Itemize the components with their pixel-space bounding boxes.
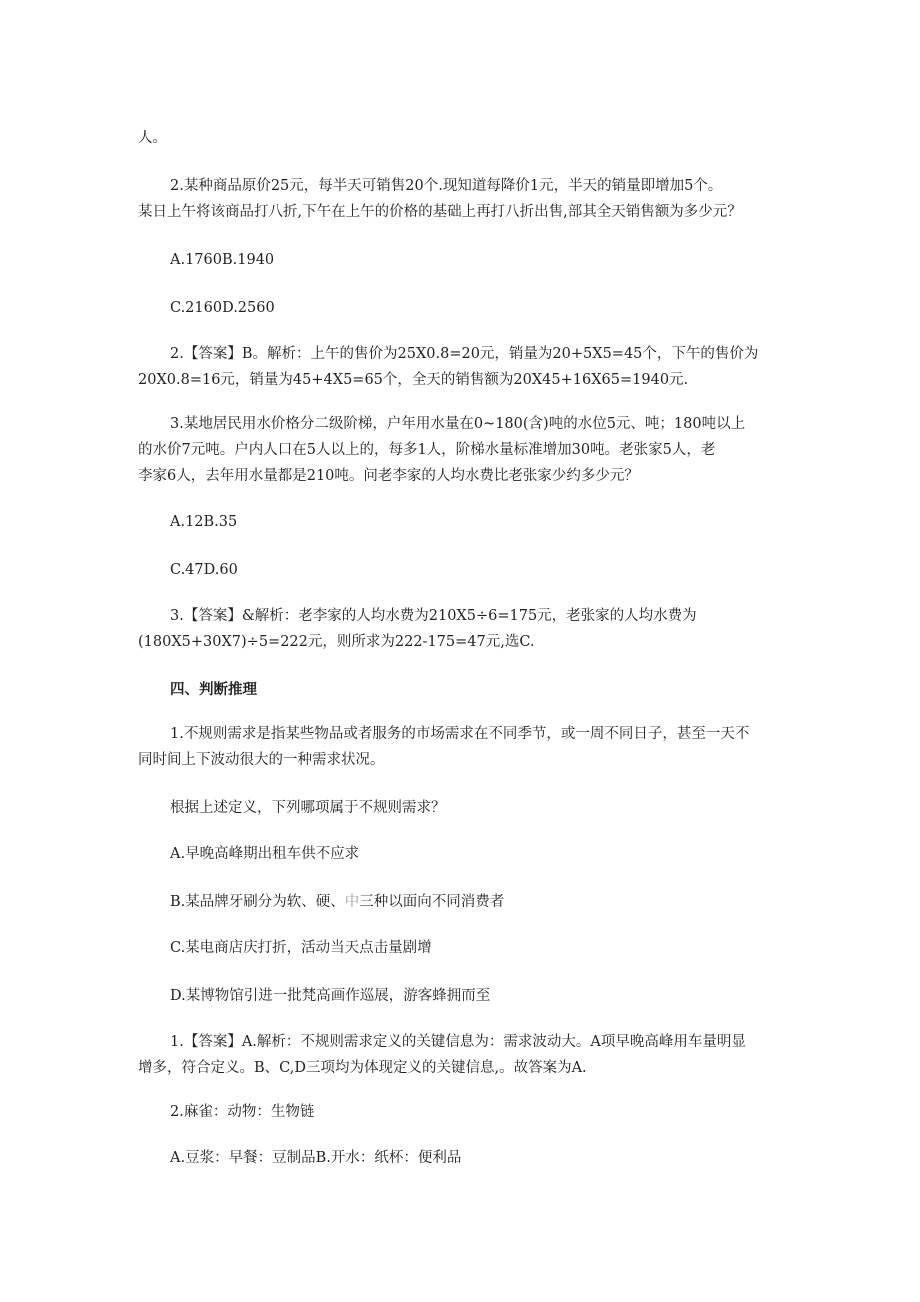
judgment-1-prompt: 根据上述定义，下列哪项属于不规则需求？ bbox=[170, 800, 446, 816]
question-2-options-cd: C.2160D.2560 bbox=[170, 300, 275, 316]
judgment-1-line-1: 1.不规则需求是指某些物品或者服务的市场需求在不同季节，或一周不同日子，甚至一天不 bbox=[170, 726, 750, 742]
section-heading: 四、判断推理 bbox=[170, 682, 257, 698]
option-b-text-end: 三种以面向不同消费者 bbox=[359, 894, 505, 910]
question-2-line-1: 2.某种商品原价25元，每半天可销售20个.现知道每降价1元，半天的销量即增加5个。 bbox=[170, 178, 723, 194]
answer-3-line-1: 3.【答案】&解析：老李家的人均水费为210X5÷6=175元，老张家的人均水费为 bbox=[170, 608, 697, 624]
judgment-1-answer-line-1: 1.【答案】A.解析：不规则需求定义的关键信息为：需求波动大。A项早晚高峰用车量明显 bbox=[170, 1034, 746, 1050]
judgment-1-option-d: D.某博物馆引进一批梵高画作巡展，游客蜂拥而至 bbox=[170, 988, 491, 1004]
judgment-1-option-c: C.某电商店庆打折，活动当天点击量剧增 bbox=[170, 940, 432, 956]
question-3-line-3: 李家6人，去年用水量都是210吨。问老李家的人均水费比老张家少约多少元？ bbox=[138, 468, 639, 484]
question-2-options-ab: A.1760B.1940 bbox=[170, 252, 275, 268]
question-2-line-2: 某日上午将该商品打八折,下午在上午的价格的基础上再打八折出售,部其全天销售额为多少元？ bbox=[138, 204, 742, 220]
option-b-grey-char: 中 bbox=[344, 894, 360, 910]
question-3-line-1: 3.某地居民用水价格分二级阶梯，户年用水量在0~180(含)吨的水位5元、吨；180吨以上 bbox=[170, 416, 746, 432]
judgment-2-options: A.豆浆：早餐：豆制品B.开水：纸杯：便利品 bbox=[170, 1150, 462, 1166]
question-3-options-cd: C.47D.60 bbox=[170, 562, 238, 578]
judgment-1-option-a: A.早晚高峰期出租车供不应求 bbox=[170, 846, 360, 862]
answer-2-line-2: 20X0.8=16元，销量为45+4X5=65个，全天的销售额为20X45+16X65=1940元. bbox=[138, 372, 689, 388]
question-3-options-ab: A.12B.35 bbox=[170, 514, 238, 530]
judgment-1-line-2: 同时间上下波动很大的一种需求状况。 bbox=[138, 752, 385, 768]
judgment-1-answer-line-2: 增多，符合定义。B、C,D三项均为体现定义的关键信息,。故答案为A. bbox=[138, 1060, 587, 1076]
question-3-line-2: 的水价7元吨。户内人口在5人以上的，每多1人，阶梯水量标准增加30吨。老张家5人，老 bbox=[138, 442, 716, 458]
judgment-1-option-b bbox=[170, 890, 788, 914]
answer-3-line-2: (180X5+30X7)÷5=222元，则所求为222-175=47元,选C. bbox=[138, 634, 535, 650]
judgment-2-stem: 2.麻雀：动物：生物链 bbox=[170, 1104, 315, 1120]
option-b-text-start: B.某品牌牙刷分为软、硬、 bbox=[170, 894, 345, 910]
paragraph-fragment: 人。 bbox=[138, 130, 167, 146]
answer-2-line-1: 2.【答案】B。解析：上午的售价为25X0.8=20元，销量为20+5X5=45个，下午的售价为 bbox=[170, 346, 759, 362]
